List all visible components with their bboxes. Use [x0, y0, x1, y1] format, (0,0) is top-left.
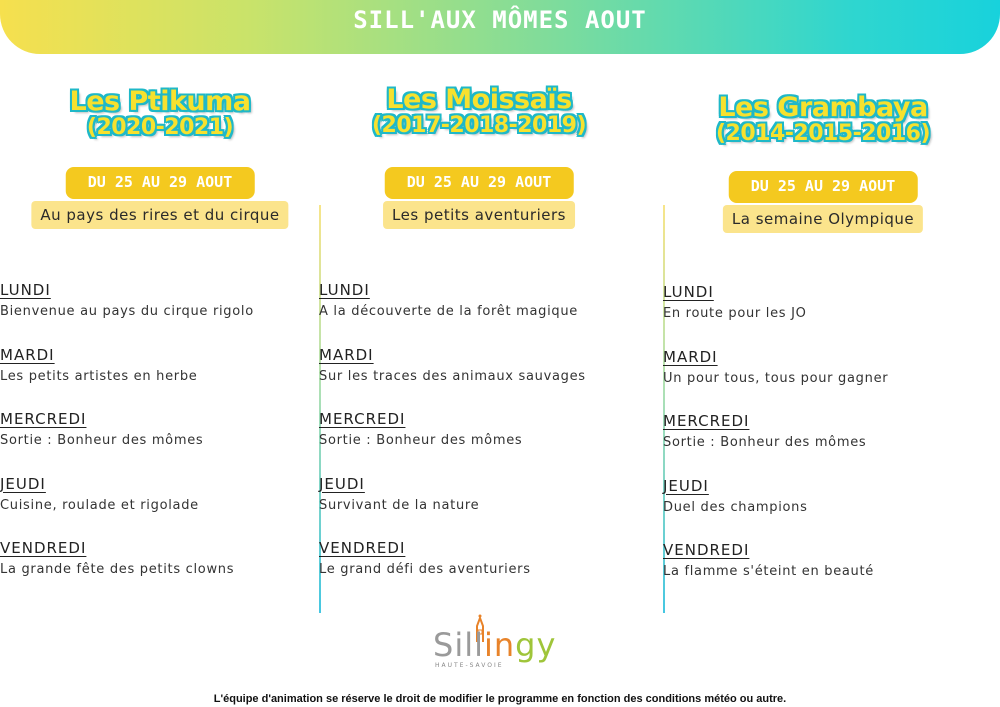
day-name: MERCREDI: [663, 412, 750, 430]
group-name: Les Grambaya: [718, 92, 928, 123]
logo-text: Sillingy: [433, 626, 557, 664]
day-friday: [0, 539, 320, 604]
theme-badge: Au pays des rires et du cirque: [31, 201, 288, 229]
day-tuesday: [319, 346, 639, 411]
theme-badge: La semaine Olympique: [723, 205, 923, 233]
badge-group: [0, 167, 320, 237]
day-tuesday: [663, 348, 983, 413]
day-name: VENDREDI: [319, 539, 406, 557]
day-name: JEUDI: [663, 476, 709, 495]
date-badge: DU 25 AU 29 AOUT: [385, 167, 574, 199]
day-thursday: [319, 475, 639, 540]
day-name: MARDI: [663, 347, 718, 366]
group-name: Les Moissaïs: [386, 84, 572, 115]
day-monday: [0, 281, 320, 346]
day-name: VENDREDI: [0, 539, 87, 557]
day-name: JEUDI: [319, 474, 365, 493]
date-badge: DU 25 AU 29 AOUT: [66, 167, 255, 199]
group-years: (2014-2015-2016): [715, 121, 931, 147]
day-list-moissais: [319, 281, 639, 604]
day-name: MERCREDI: [319, 410, 406, 428]
day-activity: Sortie : Bonheur des mômes: [0, 433, 204, 448]
date-badge: DU 25 AU 29 AOUT: [729, 171, 918, 203]
group-years: (2017-2018-2019): [371, 113, 587, 139]
badge-group: [663, 171, 983, 241]
footer-disclaimer: L'équipe d'animation se réserve le droit de modifier le programme en fonction des conditions météo ou autre.: [213, 693, 787, 705]
day-thursday: [663, 477, 983, 542]
day-wednesday: [319, 410, 639, 475]
day-activity: La flamme s'éteint en beauté: [663, 564, 874, 579]
day-activity: Sortie : Bonheur des mômes: [663, 435, 867, 450]
day-monday: [319, 281, 639, 346]
day-name: MARDI: [319, 345, 374, 364]
day-name: MERCREDI: [0, 410, 87, 428]
day-wednesday: [0, 410, 320, 475]
theme-badge: Les petits aventuriers: [383, 201, 575, 229]
day-activity: A la découverte de la forêt magique: [319, 304, 578, 319]
day-list-grambaya: [663, 283, 983, 606]
group-name: Les Ptikuma: [69, 86, 251, 117]
day-activity: La grande fête des petits clowns: [0, 562, 235, 577]
group-column-ptikuma: [0, 80, 320, 237]
day-activity: Survivant de la nature: [319, 497, 480, 513]
day-activity: Sortie : Bonheur des mômes: [319, 433, 523, 448]
day-list-ptikuma: [0, 281, 320, 604]
badge-group: [319, 167, 639, 237]
group-column-moissais: [319, 80, 639, 237]
day-monday: [663, 283, 983, 348]
day-activity: Les petits artistes en herbe: [0, 368, 198, 384]
page-title: SILL'AUX MÔMES AOUT: [353, 6, 647, 34]
day-activity: Duel des champions: [663, 499, 808, 515]
sillingy-logo: [433, 612, 573, 674]
day-activity: Bienvenue au pays du cirque rigolo: [0, 304, 254, 319]
day-thursday: [0, 475, 320, 540]
day-friday: [663, 541, 983, 606]
day-name: LUNDI: [0, 281, 51, 299]
day-activity: Cuisine, roulade et rigolade: [0, 497, 199, 513]
day-friday: [319, 539, 639, 604]
group-column-grambaya: [663, 80, 983, 241]
day-activity: En route pour les JO: [663, 306, 807, 321]
day-name: MARDI: [0, 345, 55, 364]
day-tuesday: [0, 346, 320, 411]
day-activity: Sur les traces des animaux sauvages: [319, 368, 586, 384]
day-activity: Un pour tous, tous pour gagner: [663, 370, 889, 386]
day-name: JEUDI: [0, 474, 46, 493]
day-activity: Le grand défi des aventuriers: [319, 562, 531, 577]
day-name: VENDREDI: [663, 541, 750, 559]
day-name: LUNDI: [319, 281, 370, 299]
day-wednesday: [663, 412, 983, 477]
group-years: (2020-2021): [86, 115, 234, 141]
logo-subtitle: HAUTE-SAVOIE: [435, 662, 504, 669]
day-name: LUNDI: [663, 283, 714, 301]
